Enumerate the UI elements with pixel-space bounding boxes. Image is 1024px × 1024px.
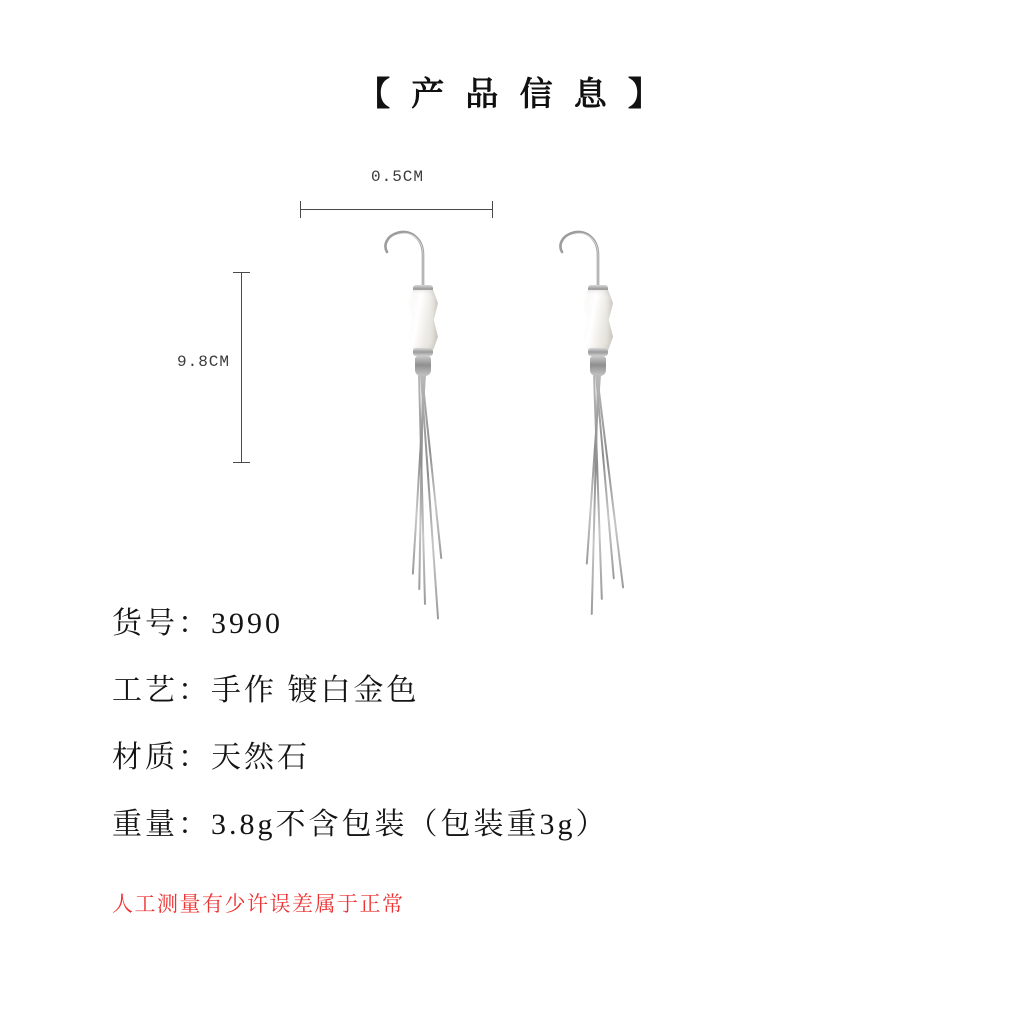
bead-cap-bottom — [413, 348, 433, 356]
natural-stone-bead — [583, 290, 613, 350]
bead-cap-bottom — [588, 348, 608, 356]
spec-item-code: 货号：3990 — [112, 607, 283, 640]
width-dimension-cap-left — [300, 201, 301, 218]
page-title: 【 产 品 信 息 】 — [357, 75, 667, 112]
height-dimension-cap-bottom — [233, 462, 250, 463]
tassel-connector — [590, 356, 606, 376]
ear-hook-icon — [540, 225, 630, 305]
height-dimension-cap-top — [233, 272, 250, 273]
width-dimension-line — [300, 209, 493, 210]
spec-item-weight: 重量：3.8g不含包装（包装重3g） — [112, 808, 609, 841]
spec-item-craft: 工艺：手作 镀白金色 — [112, 674, 420, 707]
height-dimension-line — [241, 272, 242, 462]
natural-stone-bead — [408, 290, 438, 350]
product-image — [355, 225, 675, 625]
measurement-note: 人工测量有少许误差属于正常 — [112, 892, 405, 916]
tassel-connector — [415, 356, 431, 376]
ear-hook-icon — [365, 225, 455, 305]
product-spec-list — [112, 598, 932, 866]
height-dimension-label: 9.8CM — [176, 353, 230, 371]
spec-item-material: 材质：天然石 — [112, 741, 310, 774]
width-dimension-cap-right — [492, 201, 493, 218]
width-dimension-label: 0.5CM — [370, 168, 424, 186]
